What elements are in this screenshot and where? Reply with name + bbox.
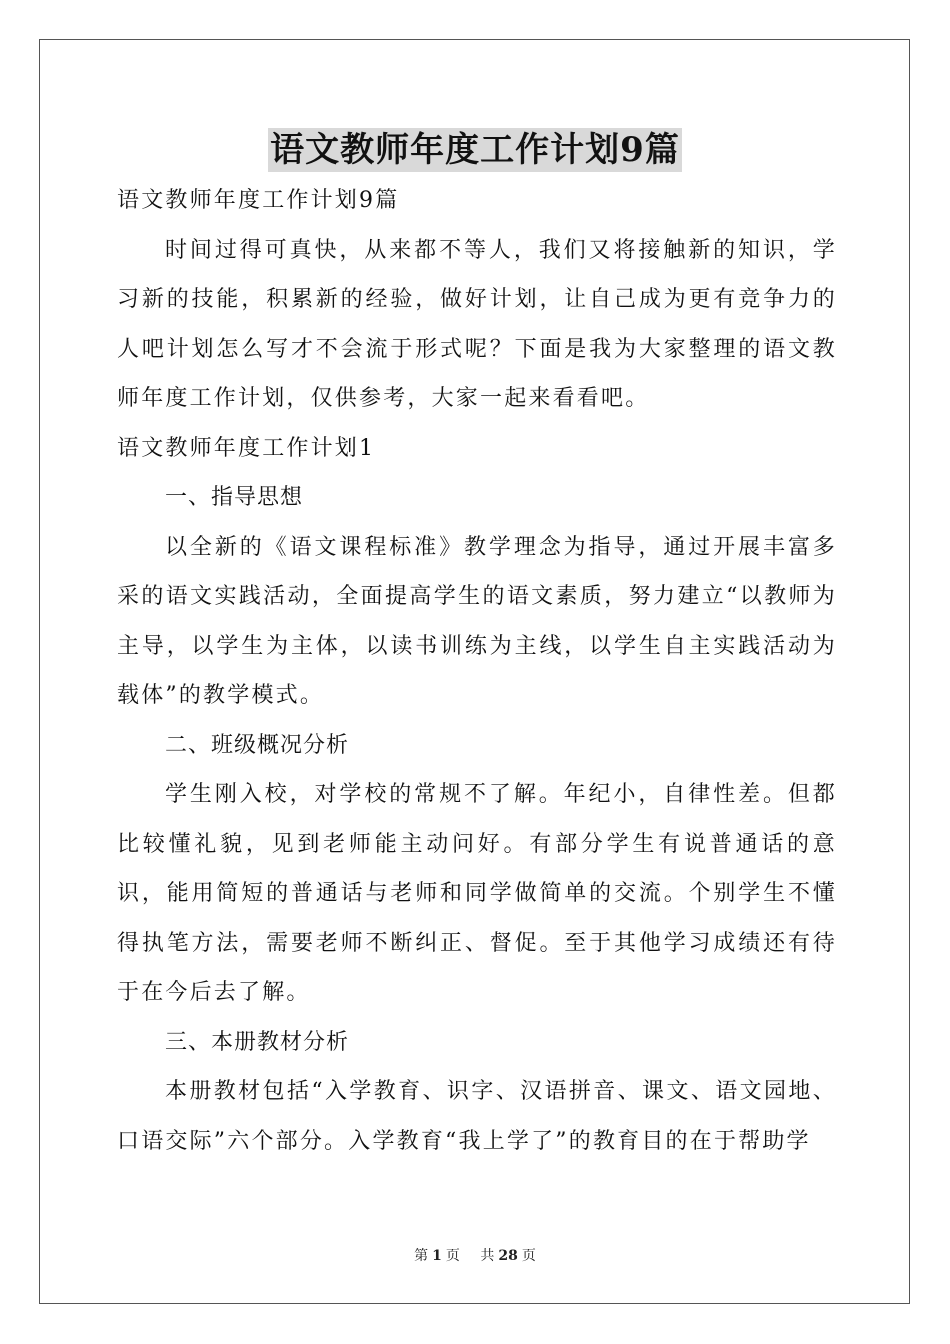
title-container <box>0 128 950 172</box>
total-pages: 28 <box>498 1248 518 1264</box>
paragraph-class-overview: 学生刚入校，对学校的常规不了解。年纪小，自律性差。但都比较懂礼貌，见到老师能主动问好。有部分学生有说普通话的意识，能用简短的普通话与老师和同学做简单的交流。个别学生不懂得执笔方法，需要老师不断纠正、督促。至于其他学习成绩还有待于在今后去了解。 <box>117 782 837 1005</box>
heading-guiding-ideology: 一、指导思想 <box>165 485 304 510</box>
page-footer <box>0 1246 950 1266</box>
document-body <box>117 176 837 1166</box>
page-suffix: 页 <box>445 1248 460 1264</box>
document-title: 语文教师年度工作计划9篇 <box>270 130 680 170</box>
paragraph-guiding-ideology: 以全新的《语文课程标准》教学理念为指导，通过开展丰富多采的语文实践活动，全面提高学生的语文素质，努力建立“以教师为主导，以学生为主体，以读书训练为主线，以学生自主实践活动为载体”的教学模式。 <box>117 534 837 708</box>
intro-paragraph: 时间过得可真快，从来都不等人，我们又将接触新的知识，学习新的技能，积累新的经验，做好计划，让自己成为更有竞争力的人吧计划怎么写才不会流于形式呢？下面是我为大家整理的语文教师年度工作计划，仅供参考，大家一起来看看吧。 <box>117 237 837 411</box>
heading-class-overview: 二、班级概况分析 <box>165 732 350 758</box>
heading-textbook-analysis: 三、本册教材分析 <box>165 1029 350 1055</box>
total-pages-indicator <box>476 1248 539 1264</box>
section-title-plan-1: 语文教师年度工作计划1 <box>117 435 376 461</box>
page-indicator <box>410 1248 464 1264</box>
total-suffix: 页 <box>521 1248 536 1264</box>
page-prefix: 第 <box>414 1248 429 1264</box>
paragraph-textbook-analysis: 本册教材包括“入学教育、识字、汉语拼音、课文、语文园地、口语交际”六个部分。入学教育“我上学了”的教育目的在于帮助学 <box>117 1079 837 1154</box>
total-prefix: 共 <box>480 1248 495 1264</box>
page-number: 1 <box>432 1248 442 1264</box>
subtitle-line: 语文教师年度工作计划9篇 <box>117 188 400 213</box>
